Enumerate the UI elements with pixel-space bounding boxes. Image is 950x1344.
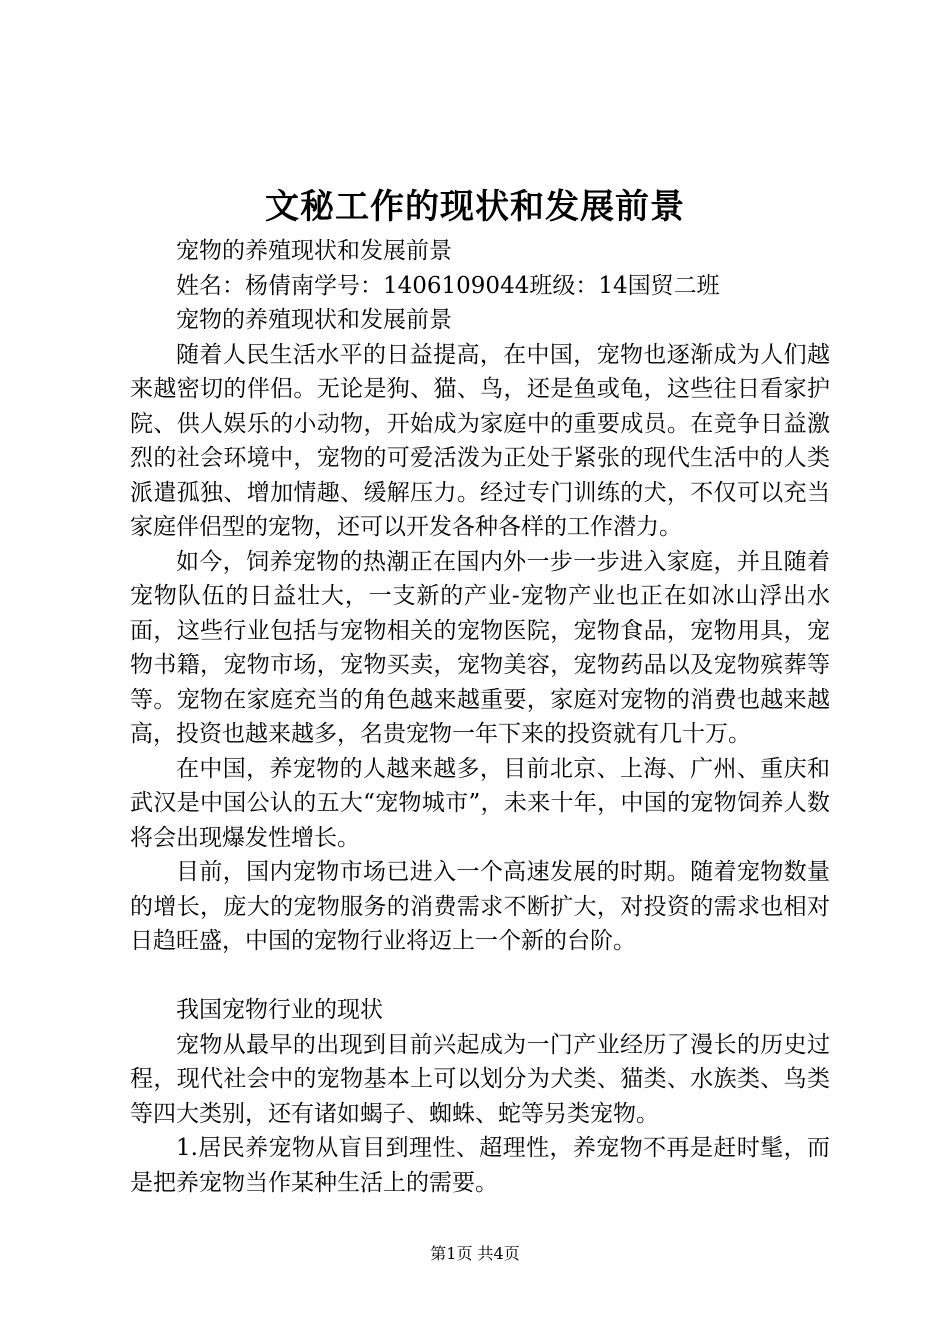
subtitle-paragraph: 宠物的养殖现状和发展前景 xyxy=(176,238,452,264)
body-paragraph: 1.居民养宠物从盲目到理性、超理性，养宠物不再是赶时髦，而是把养宠物当作某种生活上的需要。 xyxy=(130,1135,830,1196)
author-info-paragraph: 姓名：杨倩南学号：1406109044班级：14国贸二班 xyxy=(176,272,720,299)
document-title: 文秘工作的现状和发展前景 xyxy=(265,187,685,227)
blank-line xyxy=(130,959,830,994)
body-paragraph: 目前，国内宠物市场已进入一个高速发展的时期。随着宠物数量的增长，庞大的宠物服务的消费需求不断扩大，对投资的需求也相对日趋旺盛，中国的宠物行业将迈上一个新的台阶。 xyxy=(130,859,830,954)
page-footer: 第1页 共4页 xyxy=(430,1244,520,1263)
body-paragraph: 宠物从最早的出现到目前兴起成为一门产业经历了漫长的历史过程，现代社会中的宠物基本上可以划分为犬类、猫类、水族类、鸟类等四大类别，还有诸如蝎子、蜘蛛、蛇等另类宠物。 xyxy=(130,1031,830,1127)
section-heading-paragraph: 我国宠物行业的现状 xyxy=(176,997,383,1023)
section-heading-paragraph: 宠物的养殖现状和发展前景 xyxy=(176,307,452,333)
body-paragraph: 随着人民生活水平的日益提高，在中国，宠物也逐渐成为人们越来越密切的伴侣。无论是狗、猫、鸟，还是鱼或龟，这些往日看家护院、供人娱乐的小动物，开始成为家庭中的重要成员。在竞争日益激烈的社会环境中，宠物的可爱活泼为正处于紧张的现代生活中的人类派遣孤独、增加情趣、缓解压力。经过专门训练的犬，不仅可以充当家庭伴侣型的宠物，还可以开发各种各样的工作潜力。 xyxy=(130,341,830,540)
body-paragraph: 在中国，养宠物的人越来越多，目前北京、上海、广州、重庆和武汉是中国公认的五大“宠物城市”，未来十年，中国的宠物饲养人数将会出现爆发性增长。 xyxy=(130,755,830,851)
document-body xyxy=(130,234,830,1200)
body-paragraph: 如今，饲养宠物的热潮正在国内外一步一步进入家庭，并且随着宠物队伍的日益壮大，一支新的产业-宠物产业也正在如冰山浮出水面，这些行业包括与宠物相关的宠物医院，宠物食品，宠物用具，宠物书籍，宠物市场，宠物买卖，宠物美容，宠物药品以及宠物殡葬等等。宠物在家庭充当的角色越来越重要，家庭对宠物的消费也越来越高，投资也越来越多，名贵宠物一年下来的投资就有几十万。 xyxy=(130,548,830,747)
